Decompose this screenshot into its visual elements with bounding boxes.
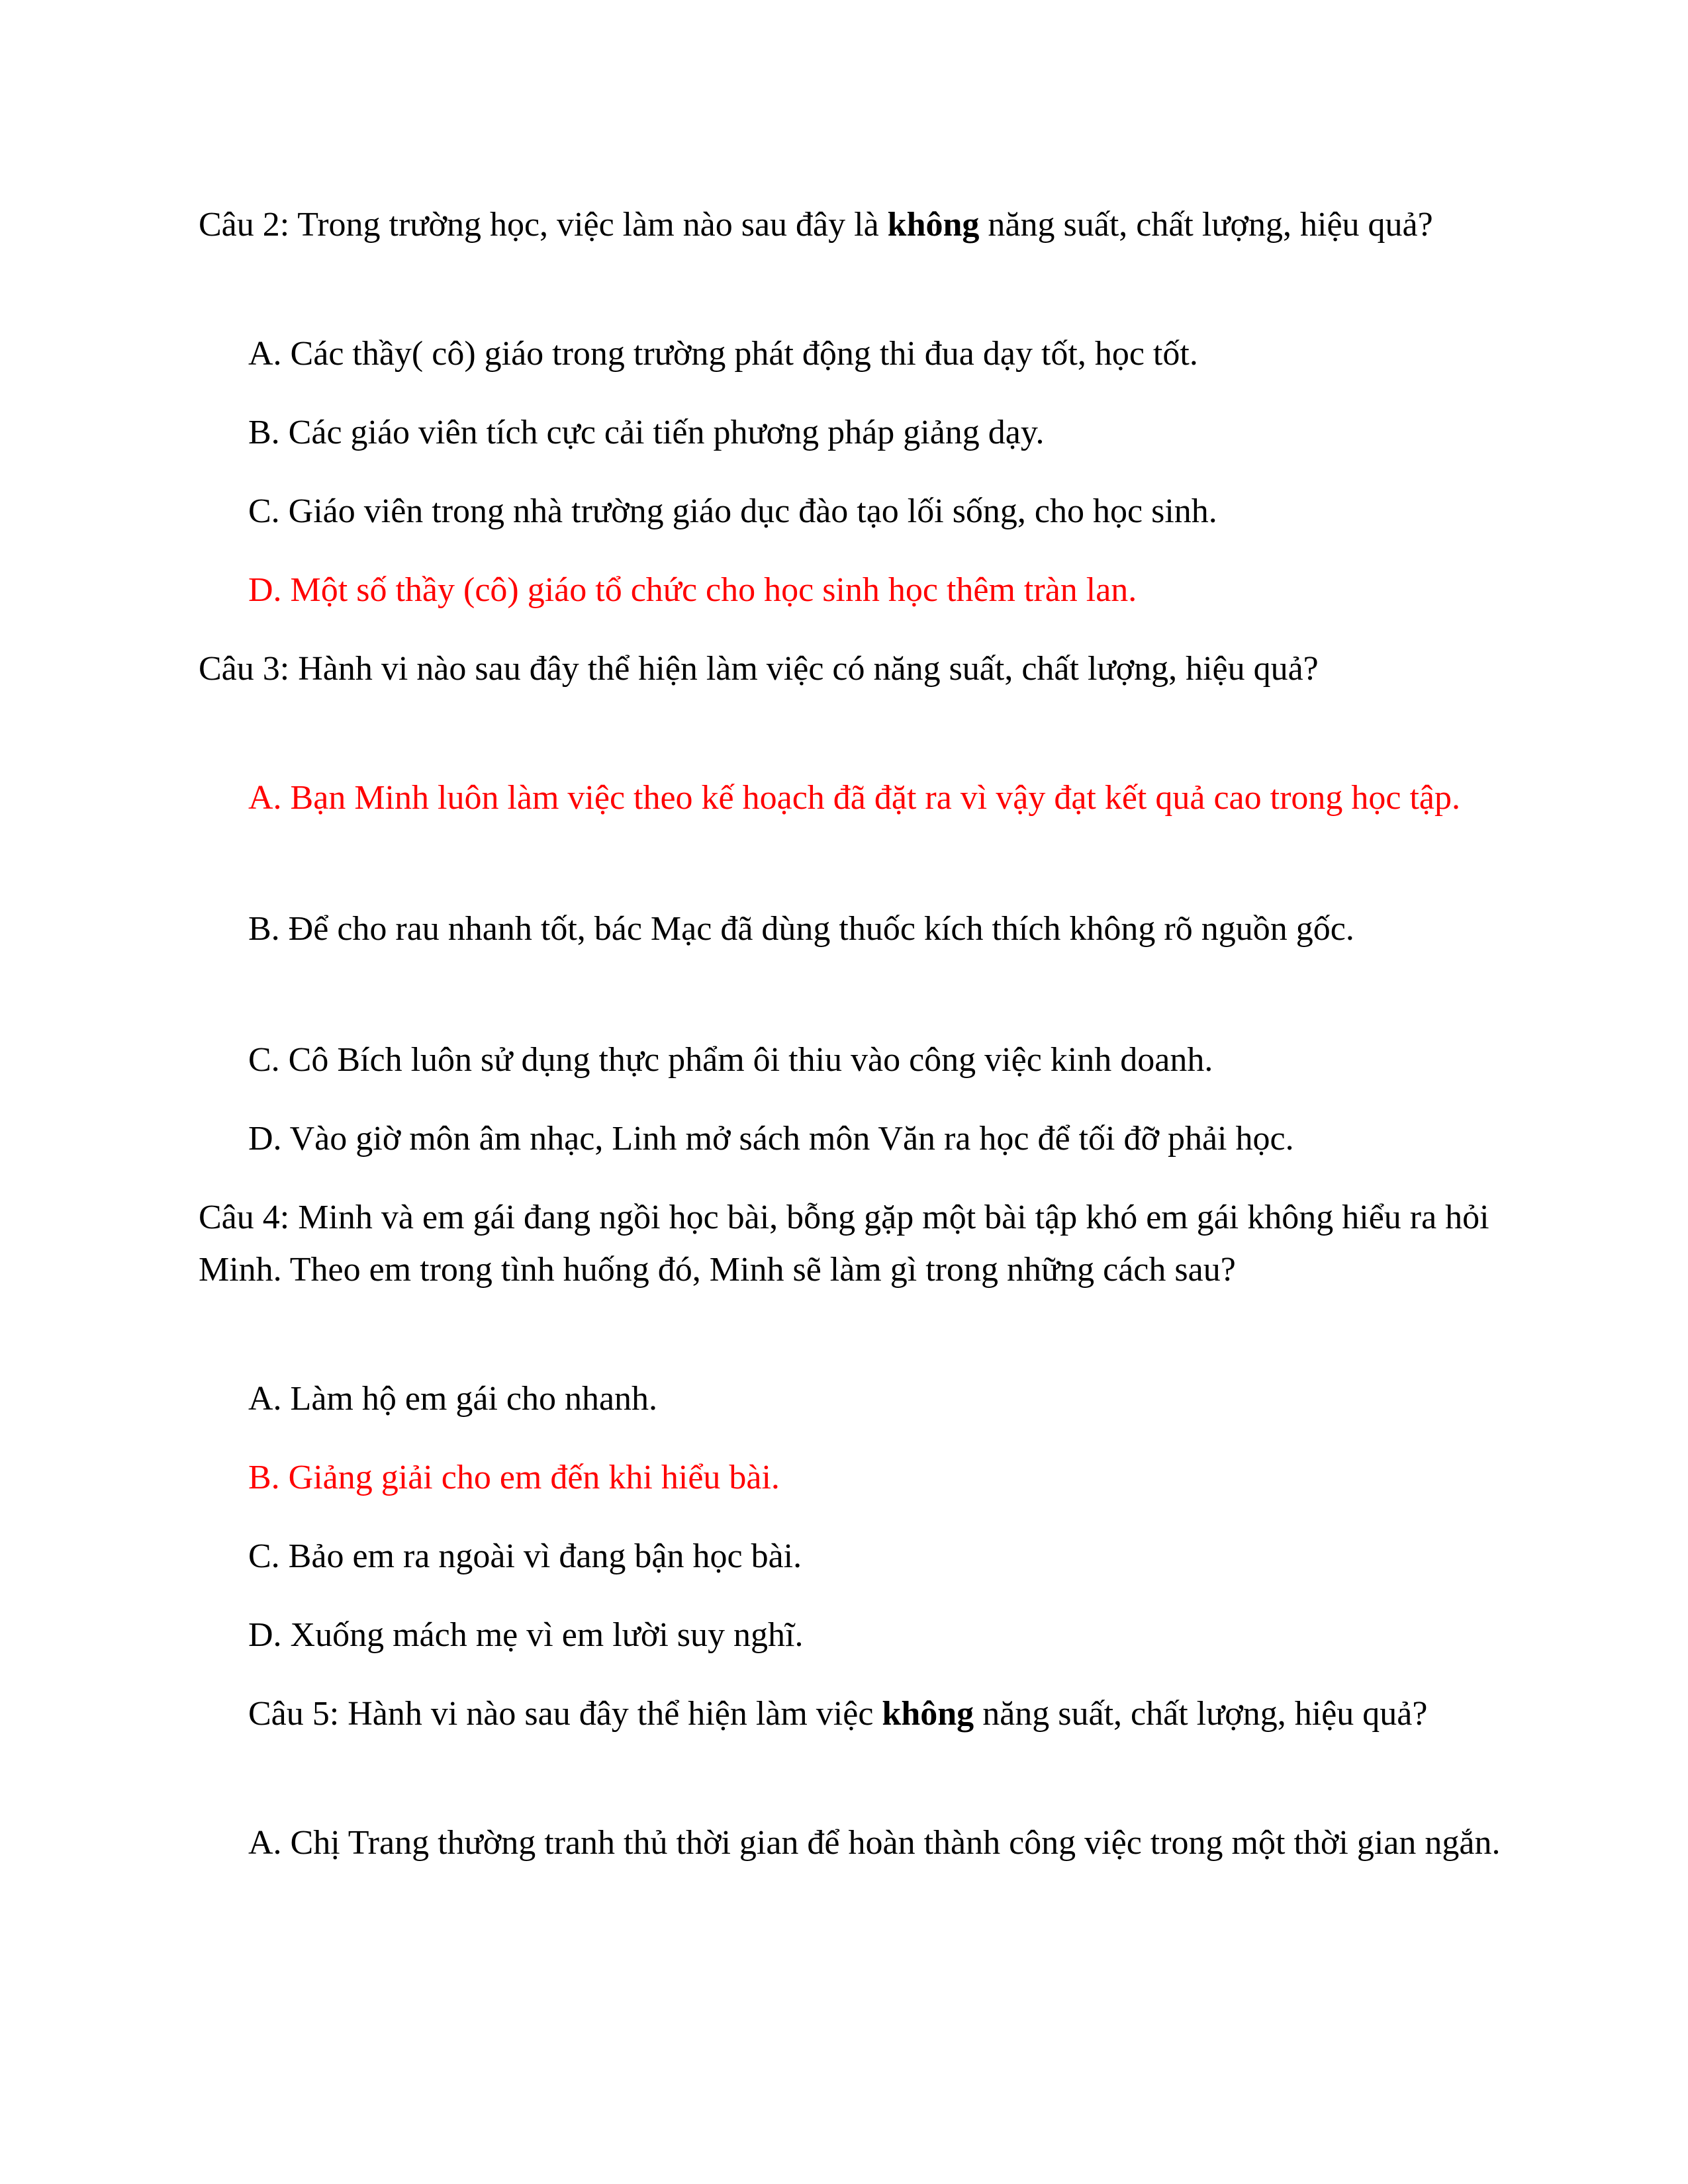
question-4-option-c: C. Bảo em ra ngoài vì đang bận học bài. (248, 1537, 802, 1575)
question-2 (199, 199, 1516, 251)
question-5 (248, 1688, 1516, 1740)
question-2-option-a: A. Các thầy( cô) giáo trong trường phát động thi đua dạy tốt, học tốt. (248, 335, 1198, 373)
question-5-option-a: A. Chị Trang thường tranh thủ thời gian để hoàn thành công việc trong một thời gian ngắn. (248, 1824, 1501, 1862)
question-4-option-d: D. Xuống mách mẹ vì em lười suy nghĩ. (248, 1616, 804, 1654)
question-4 (199, 1191, 1516, 1296)
question-3 (199, 643, 1516, 695)
question-4-label: Câu 4: (199, 1199, 290, 1236)
question-5-emphasis: không (882, 1695, 974, 1733)
question-2-text-before: Trong trường học, việc làm nào sau đây là (289, 206, 888, 244)
question-2-option-c: C. Giáo viên trong nhà trường giáo dục đào tạo lối sống, cho học sinh. (248, 492, 1217, 530)
question-2-text-after: năng suất, chất lượng, hiệu quả? (979, 206, 1433, 244)
question-5-label: Câu 5: (248, 1695, 340, 1733)
question-5-text-after: năng suất, chất lượng, hiệu quả? (974, 1695, 1428, 1733)
question-5-text-before: Hành vi nào sau đây thể hiện làm việc (339, 1695, 882, 1733)
question-2-option-b: B. Các giáo viên tích cực cải tiến phương pháp giảng dạy. (248, 414, 1045, 451)
question-3-option-d: D. Vào giờ môn âm nhạc, Linh mở sách môn Văn ra học để tối đỡ phải học. (248, 1120, 1294, 1158)
question-3-option-a-answer: A. Bạn Minh luôn làm việc theo kế hoạch đã đặt ra vì vậy đạt kết quả cao trong học tập. (248, 779, 1460, 817)
question-3-label: Câu 3: (199, 650, 290, 688)
question-2-option-d-answer: D. Một số thầy (cô) giáo tổ chức cho học sinh học thêm tràn lan. (248, 571, 1137, 609)
question-4-option-a: A. Làm hộ em gái cho nhanh. (248, 1380, 658, 1418)
question-4-option-b-answer: B. Giảng giải cho em đến khi hiểu bài. (248, 1459, 780, 1496)
question-3-option-b: B. Để cho rau nhanh tốt, bác Mạc đã dùng thuốc kích thích không rõ nguồn gốc. (248, 910, 1354, 948)
question-3-option-c: C. Cô Bích luôn sử dụng thực phẩm ôi thiu vào công việc kinh doanh. (248, 1041, 1213, 1079)
question-4-text: Minh và em gái đang ngồi học bài, bỗng gặp một bài tập khó em gái không hiểu ra hỏi Minh. Theo em trong tình huống đó, Minh sẽ làm gì trong những cách sau? (199, 1199, 1489, 1289)
question-2-emphasis: không (887, 206, 980, 244)
question-2-label: Câu 2: (199, 206, 290, 244)
question-3-text: Hành vi nào sau đây thể hiện làm việc có năng suất, chất lượng, hiệu quả? (289, 650, 1319, 688)
